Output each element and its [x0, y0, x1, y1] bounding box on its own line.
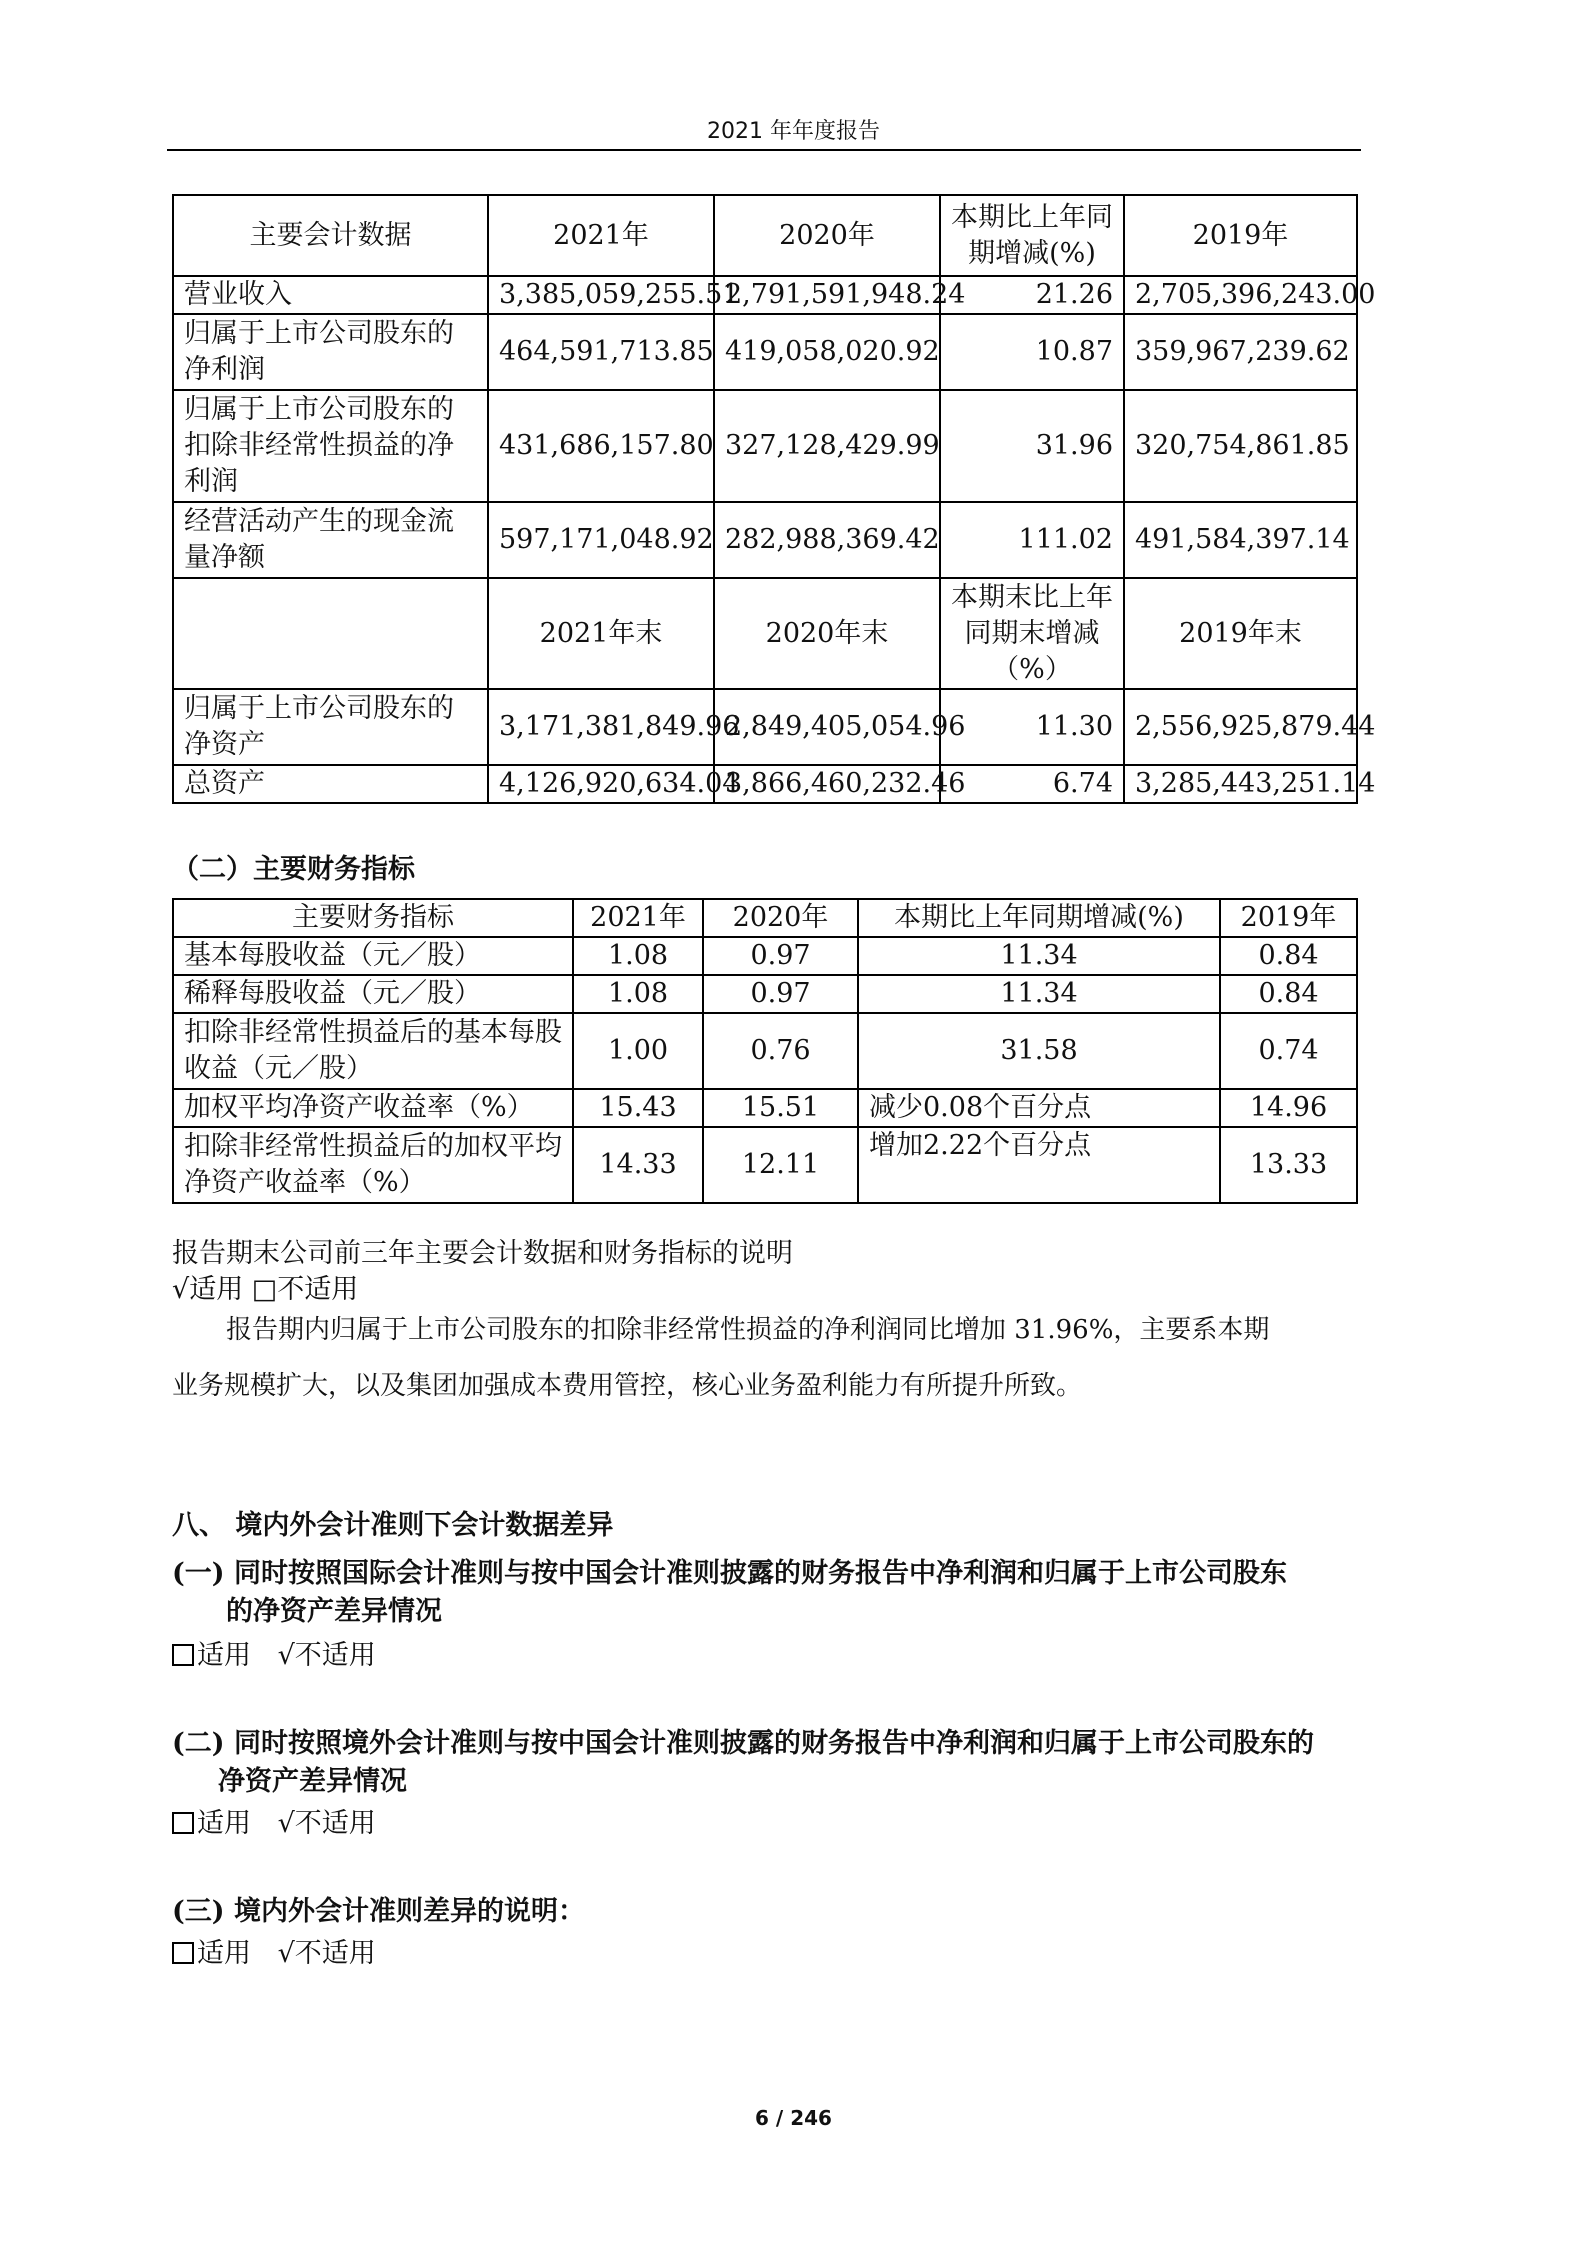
cell-value: 14.96: [1220, 1089, 1357, 1127]
cell-value: 3,866,460,232.46: [714, 765, 940, 803]
table-row: [173, 689, 1357, 765]
table-row: [173, 314, 1357, 390]
table-row: [173, 1013, 1357, 1089]
table-header-cell: 2021年: [488, 195, 714, 276]
table-header-cell: 本期比上年同期增减(%): [858, 899, 1220, 937]
cell-value: 3,385,059,255.51: [488, 276, 714, 314]
cell-value: 13.33: [1220, 1127, 1357, 1203]
table-header-cell: 主要财务指标: [173, 899, 573, 937]
cell-value: 11.34: [858, 937, 1220, 975]
row-label: 扣除非经常性损益后的基本每股收益（元／股）: [173, 1013, 573, 1089]
table-header-cell: [173, 578, 488, 689]
cell-value: 491,584,397.14: [1124, 502, 1357, 578]
cell-value: 3,171,381,849.96: [488, 689, 714, 765]
table-header-cell: 本期比上年同期增减(%): [940, 195, 1124, 276]
cell-value: 4,126,920,634.04: [488, 765, 714, 803]
cell-value: 1.08: [573, 975, 703, 1013]
table-row: [173, 1089, 1357, 1127]
row-label: 营业收入: [173, 276, 488, 314]
subsection-3-applicability: [172, 1936, 376, 1972]
header-rule: [167, 149, 1361, 151]
subsection-2-title-line-2: 净资产差异情况: [218, 1766, 407, 1797]
table-header-cell: 2020年: [714, 195, 940, 276]
cell-value: 15.43: [573, 1089, 703, 1127]
cell-value: 31.58: [858, 1013, 1220, 1089]
row-label: 经营活动产生的现金流量净额: [173, 502, 488, 578]
cell-value: 0.84: [1220, 975, 1357, 1013]
table-header-cell: 2019年末: [1124, 578, 1357, 689]
table-header-cell: 2019年: [1220, 899, 1357, 937]
cell-value: 3,285,443,251.14: [1124, 765, 1357, 803]
explanation-text-line-2: 业务规模扩大，以及集团加强成本费用管控，核心业务盈利能力有所提升所致。: [172, 1371, 1083, 1401]
cell-value: 431,686,157.80: [488, 390, 714, 502]
table-header-cell: 主要会计数据: [173, 195, 488, 276]
table-row: [173, 937, 1357, 975]
table-header-cell: 2020年: [703, 899, 858, 937]
cell-value: 0.76: [703, 1013, 858, 1089]
cell-value: 6.74: [940, 765, 1124, 803]
cell-value: 1.00: [573, 1013, 703, 1089]
cell-value: 597,171,048.92: [488, 502, 714, 578]
cell-value: 0.74: [1220, 1013, 1357, 1089]
page-header-title: 2021 年年度报告: [707, 119, 880, 144]
cell-value: 0.97: [703, 937, 858, 975]
accounting-data-table: [172, 194, 1376, 804]
cell-value: 359,967,239.62: [1124, 314, 1357, 390]
cell-value: 419,058,020.92: [714, 314, 940, 390]
not-applicable-label: √不适用: [277, 1640, 376, 1671]
subsection-2-title-line-1: (二) 同时按照境外会计准则与按中国会计准则披露的财务报告中净利润和归属于上市公司股东的: [172, 1728, 1314, 1759]
cell-value: 15.51: [703, 1089, 858, 1127]
checkbox-empty-icon: [172, 1942, 194, 1964]
cell-value: 2,791,591,948.24: [714, 276, 940, 314]
cell-value: 1.08: [573, 937, 703, 975]
financial-indicators-table: [172, 898, 1358, 1204]
subsection-2-applicability: [172, 1806, 376, 1842]
table-row: [173, 975, 1357, 1013]
row-label: 总资产: [173, 765, 488, 803]
row-label: 归属于上市公司股东的净利润: [173, 314, 488, 390]
cell-value: 2,556,925,879.44: [1124, 689, 1357, 765]
subsection-1-title-line-1: (一) 同时按照国际会计准则与按中国会计准则披露的财务报告中净利润和归属于上市公司股东: [172, 1558, 1287, 1589]
row-label: 加权平均净资产收益率（%）: [173, 1089, 573, 1127]
applicable-label: 适用: [197, 1808, 251, 1839]
row-label: 归属于上市公司股东的净资产: [173, 689, 488, 765]
page-number: 6 / 246: [755, 2106, 832, 2130]
subsection-1-applicability: [172, 1638, 376, 1674]
cell-value: 10.87: [940, 314, 1124, 390]
table-row: [173, 502, 1357, 578]
subsection-1-title-line-2: 的净资产差异情况: [226, 1596, 442, 1627]
table-row: [173, 765, 1357, 803]
section-8-title: 八、 境内外会计准则下会计数据差异: [172, 1510, 614, 1541]
table-header-cell: 本期末比上年同期末增减（%）: [940, 578, 1124, 689]
cell-value: 111.02: [940, 502, 1124, 578]
cell-value: 减少0.08个百分点: [858, 1089, 1220, 1127]
applicable-label: 适用: [197, 1938, 251, 1969]
explanation-title: 报告期末公司前三年主要会计数据和财务指标的说明: [172, 1238, 793, 1269]
cell-value: 282,988,369.42: [714, 502, 940, 578]
table-header-cell: 2021年: [573, 899, 703, 937]
row-label: 稀释每股收益（元／股）: [173, 975, 573, 1013]
explanation-applicability: √适用 □不适用: [172, 1274, 359, 1305]
table-header-cell: 2021年末: [488, 578, 714, 689]
row-label: 基本每股收益（元／股）: [173, 937, 573, 975]
cell-value: 464,591,713.85: [488, 314, 714, 390]
table-header-cell: 2019年: [1124, 195, 1357, 276]
checkbox-empty-icon: [172, 1812, 194, 1834]
subsection-3-title: (三) 境内外会计准则差异的说明：: [172, 1896, 585, 1927]
cell-value: 2,849,405,054.96: [714, 689, 940, 765]
cell-value: 0.97: [703, 975, 858, 1013]
applicable-label: 适用: [197, 1640, 251, 1671]
checkbox-empty-icon: [172, 1644, 194, 1666]
row-label: 扣除非经常性损益后的加权平均净资产收益率（%）: [173, 1127, 573, 1203]
cell-value: 12.11: [703, 1127, 858, 1203]
cell-value: 21.26: [940, 276, 1124, 314]
cell-value: 320,754,861.85: [1124, 390, 1357, 502]
cell-value: 14.33: [573, 1127, 703, 1203]
cell-value: 增加2.22个百分点: [858, 1127, 1220, 1203]
explanation-text-line-1: 报告期内归属于上市公司股东的扣除非经常性损益的净利润同比增加 31.96%，主要系本期: [226, 1315, 1270, 1345]
table-row: [173, 390, 1357, 502]
table-header-cell: 2020年末: [714, 578, 940, 689]
table-row: [173, 1127, 1357, 1203]
cell-value: 31.96: [940, 390, 1124, 502]
table-subheader-row: [173, 578, 1357, 689]
cell-value: 327,128,429.99: [714, 390, 940, 502]
cell-value: 11.34: [858, 975, 1220, 1013]
section-2-title: （二）主要财务指标: [172, 854, 415, 885]
not-applicable-label: √不适用: [277, 1808, 376, 1839]
not-applicable-label: √不适用: [277, 1938, 376, 1969]
table-row: [173, 276, 1357, 314]
cell-value: 2,705,396,243.00: [1124, 276, 1357, 314]
table-header-row: [173, 899, 1357, 937]
row-label: 归属于上市公司股东的扣除非经常性损益的净利润: [173, 390, 488, 502]
cell-value: 11.30: [940, 689, 1124, 765]
cell-value: 0.84: [1220, 937, 1357, 975]
table-header-row: [173, 195, 1357, 276]
